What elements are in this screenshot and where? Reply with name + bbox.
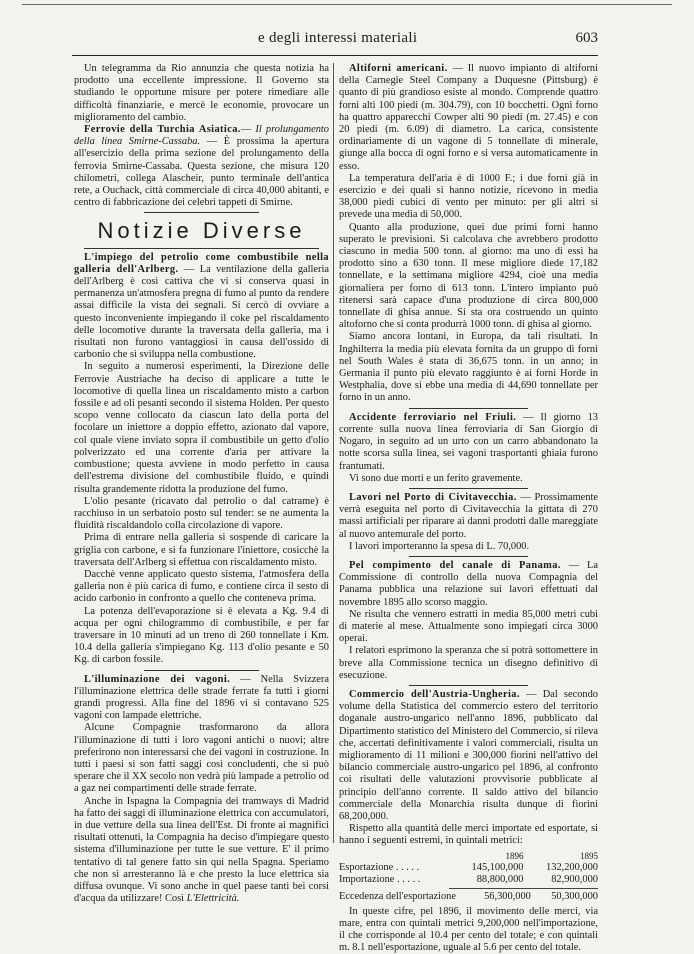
article-civitavecchia: Lavori nel Porto di Civitavecchia. — Prossimamente verrà eseguita nel porto di Civitavecchia la gittata di 270 massi artificiali per riparare ai danni prodotti dalle mareggiate al nuovo antemurale del porto. bbox=[339, 491, 598, 540]
page-number: 603 bbox=[575, 30, 598, 46]
paragraph: Siamo ancora lontani, in Europa, da tali risultati. In Inghilterra la media più elevata fornita da un gruppo di forni nel South Wales è stata di 36,675 tonn. in un anno; in Germania il punto più elevato raggiunto è ai forni Horde in Westphalia, dove si ebbe una media di 44,690 tonnellate per forno in un anno. bbox=[339, 331, 598, 404]
article-friuli: Accidente ferroviario nel Friuli. — Il giorno 13 corrente sulla nuova linea ferroviaria di San Giorgio di Nogaro, in seguito ad un urto con un carro abbandonato la notte scorsa sulla linea, sei vagoni trasportanti ghiaia furono frantumati. bbox=[339, 411, 598, 472]
header-rule bbox=[72, 55, 598, 56]
year-col-1: 1896 bbox=[505, 850, 524, 861]
paragraph: In queste cifre, pel 1896, il movimento delle merci, via mare, entra con quintali metrici 9,200,000 nell'importazione, il che corrisponde al 10.4 per cento del totale; e con quintali m. 8.1 nell'esportazione, uguale al 5.6 per cento del totale. bbox=[339, 905, 598, 954]
divider bbox=[144, 212, 259, 213]
article-heading: Pel compimento del canale di Panama. bbox=[349, 559, 561, 571]
paragraph: Ne risulta che vennero estratti in media 85,000 metri cubi di materie al mese. Attualmente sono impiegati circa 3000 operai. bbox=[339, 608, 598, 645]
paragraph: L'olio pesante (ricavato dal petrolio o dal catrame) è racchiuso in un serbatoio posto sul tender: se ne aumenta la fluidità riscaldandolo colla circolazione di vapore. bbox=[74, 495, 329, 532]
article-heading: L'illuminazione dei vagoni. bbox=[84, 673, 231, 685]
section-rule bbox=[84, 248, 319, 249]
article-heading: Ferrovie della Turchia Asiatica. bbox=[84, 124, 241, 136]
divider bbox=[144, 670, 259, 671]
year-col-2: 1895 bbox=[580, 850, 598, 861]
article-heading: L'impiego del petrolio come combustibile nella galleria dell'Arlberg. bbox=[74, 251, 329, 275]
paragraph: In seguito a numerosi esperimenti, la Direzione delle Ferrovie Austriache ha deciso di applicare a tutte le locomotive di quella linea un riscaldamento misto a carbon fossile e ad oli pesanti secondo il sistema Holden. Per questo scopo venne collocato da ciascun lato della porta del focolare un iniettore a doppio effetto, azionato dal vapore, col quale viene inviato sopra il combustibile un getto d'olio polverizzato ed una corrente d'aria per attivare la combustione; questa avviene in modo perfetto in causa dell'estrema divisione del combustibile fluido, e quindi risulta grandemente ridotta la produzione del fumo. bbox=[74, 361, 329, 495]
intro-paragraph: Un telegramma da Rio annunzia che questa notizia ha prodotto una eccellente impressione. Il Governo sta studiando le opportune misure per potere rimediare alle difficoltà finanziarie, e mercè le economie, provocare un miglioramento del cambio. bbox=[74, 63, 329, 123]
paragraph: Prima di entrare nella galleria si sospende di caricare la griglia con carbone, e si fa funzionare l'iniettore, cosicchè la traversata dell'Arlberg si effettua con riscaldamento misto. bbox=[74, 532, 329, 568]
table-header-row bbox=[339, 850, 598, 862]
table-row: Esportazione . . . . . 145,100,000 132,200,000 bbox=[339, 861, 598, 873]
paragraph: I lavori importeranno la spesa di L. 70,000. bbox=[349, 540, 530, 552]
paragraph: Dacchè venne applicato questo sistema, l'atmosfera della galleria non è più carica di fumo, e contiene circa il sesto di acido carbonio in confronto a quello che conteneva prima. bbox=[74, 568, 329, 605]
source-signature: L'Elettricità. bbox=[186, 893, 240, 905]
column-divider bbox=[333, 63, 334, 843]
paragraph: I relatori esprimono la speranza che si potrà sottomettere in breve alla Commissione tecnica un disegno definitivo di esecuzione. bbox=[339, 645, 598, 681]
paragraph: La potenza dell'evaporazione si è elevata a Kg. 9.4 di acqua per ogni chilogrammo di combustibile, e per far traversare in 10 minuti ad un treno di 260 tonnellate i Km. 10.4 della galleria s'impiegano Kg. 113 d'olio pesante e 50 Kg. di carbon fossile. bbox=[74, 605, 329, 666]
paragraph: Anche in Ispagna la Compagnia dei tramways di Madrid ha fatto dei saggi di illuminazione elettrica con accumulatori, in due vetture della sua linea dell'Est. Di fronte ai magnifici risultati ottenuti, la Compagnia ha deciso d'impiegare questo sistema d'illuminazione per tutte le sue vetture. E' il primo tentativo di tal genere fatto sin qui nella Spagna. Speriamo che non si arresteranno là e che presto la luce elettrica sia diffusa ovunque. Vi sono anche in quel paese tanti bei corsi d'acqua da utilizzare! Così L'Elettricità. bbox=[74, 795, 329, 905]
article-ferrovie: Ferrovie della Turchia Asiatica.— Il prolungamento della linea Smirne-Cassaba. — È prossima la apertura all'esercizio della prima sezione del prolungamento della ferrovia Smirne-Cassaba. Questa sezione, che misura 120 chilometri, collega Alascheir, punto terminale dell'antica rete, a Ouchack, città commerciale di circa 40,000 abitanti, e centro di fabbricazione dei celebri tappeti di Smirne. bbox=[74, 124, 329, 209]
article-heading: Commercio dell'Austria-Ungheria. bbox=[349, 688, 520, 700]
paragraph: Alcune Compagnie trasformarono da allora l'illuminazione di tutti i loro vagoni antichi o nuovi; altre preferirono non interessarsi che dei vagoni in costruzione. In tutti i paesi si son fatti saggi così concludenti, che si può sperare che il XX secolo non vedrà più lampade a petrolio od a gaz nei compartimenti delle strade ferrate. bbox=[74, 722, 329, 795]
article-subheading: Il prolungamento della linea Smirne-Cassaba. bbox=[74, 124, 329, 148]
article-heading: Lavori nel Porto di Civitavecchia. bbox=[349, 491, 517, 503]
divider bbox=[409, 408, 528, 409]
table-total-row: Eccedenza dell'esportazione 56,300,000 50,300,000 bbox=[339, 890, 598, 902]
paragraph: Quanto alla produzione, quei due primi forni hanno superato le previsioni. Si calcolava che avrebbero prodotto ciascuno in media 500 tonn. al giorno: ma uno di essi ha prodotto sino a 630 tonn. Il mese migliore diede 17,182 tonnellate, e la settimana migliore 4294, cioè una media giornaliera per forno di 613 tonn. L'intero impianto può ritenersi sarà capace d'una produzione di circa 800,000 tonnellate di ghisa annue. Si sta ora costruendo un quinto altoforno che si conta produrrà 1000 tonn. di ghisa al giorno. bbox=[339, 221, 598, 331]
paragraph: La temperatura dell'aria è di 1000 F.; i due forni già in esercizio e dei quali si hanno notizie, ricevono in media 38,000 piedi cubici di vento per minuto: per gli altri si prevede una media di 50,000. bbox=[339, 172, 598, 221]
article-altiforni: Altiforni americani. — Il nuovo impianto di altiforni della Carnegie Steel Company a Duquesne (Pittsburg) è quanto di più grandioso esiste al mondo. Comprende quattro forni alti 100 piedi (m. 304.79), con 10 bocchetti. Ogni forno ha quattro apparecchi Cowper alti 90 piedi (m. 27.45) e con 20 piedi (m. 6.09) di diametro. La carica, consistente ordinariamente di un vagone di 5 tonnellate di minerale, giunge alla bocca di ogni forno e si versa automaticamente in esso. bbox=[339, 63, 598, 172]
article-vagoni: L'illuminazione dei vagoni. — Nella Svizzera l'illuminazione elettrica delle strade ferrate fa tutti i giorni grandi progressi. Alla fine del 1896 vi si contavano 525 vagoni con lampade elettriche. bbox=[74, 673, 329, 722]
article-heading: Altiforni americani. bbox=[349, 63, 448, 74]
divider bbox=[409, 685, 528, 686]
article-commercio: Commercio dell'Austria-Ungheria. — Dal secondo volume della Statistica del commercio estero del territorio doganale austro-ungarico nell'anno 1896, pubblicato dal Dipartimento statistico del Ministero del Commercio, si rileva che, accertati definitivamente i valori commerciali, risulta un miglioramento di 11 milioni e 300,000 fiorini nell'attivo del bilancio commerciale austro-ungarico pel 1896, al confronto coi risultati delle valutazioni provvisorie pubblicate al principio dell'anno corrente. Il saldo attivo del bilancio commerciale della Monarchia risulta dunque di fiorini 68,200,000. bbox=[339, 688, 598, 822]
table-sum-rule bbox=[449, 888, 598, 889]
paragraph: Vi sono due morti e un ferito gravemente. bbox=[349, 472, 523, 484]
table-row: Importazione . . . . . 88,800,000 82,900,000 bbox=[339, 873, 598, 885]
divider bbox=[409, 556, 528, 557]
article-petrolio: L'impiego del petrolio come combustibile nella galleria dell'Arlberg. — La ventilazione della galleria dell'Arlberg è così cattiva che vi si conserva quasi in permanenza un'atmosfera pregna di fumo al punto da rendere assai difficile la vista dei segnali. Si cercò di ovviare a questo inconveniente impiegando il coke pel riscaldamento delle locomotive durante la traversata della galleria, ma i risultati non furono vantaggiosi in causa dell'ossido di carbonio che si sviluppa nella combustione. bbox=[74, 251, 329, 361]
divider bbox=[409, 488, 528, 489]
article-heading: Accidente ferroviario nel Friuli. bbox=[349, 411, 517, 423]
section-title: Notizie Diverse bbox=[97, 218, 306, 244]
trade-table bbox=[339, 850, 598, 903]
right-column bbox=[339, 63, 598, 954]
top-edge-rule bbox=[22, 4, 672, 5]
running-head: e degli interessi materiali bbox=[258, 30, 418, 46]
paragraph: Rispetto alla quantità delle merci importate ed esportate, si hanno i seguenti estremi, in quintali metrici: bbox=[339, 823, 598, 847]
left-column bbox=[74, 63, 329, 905]
article-panama: Pel compimento del canale di Panama. — La Commissione di controllo della nuova Compagnia del Panama pubblica una relazione sui lavori effettuati dal novembre 1895 allo scorso maggio. bbox=[339, 559, 598, 608]
